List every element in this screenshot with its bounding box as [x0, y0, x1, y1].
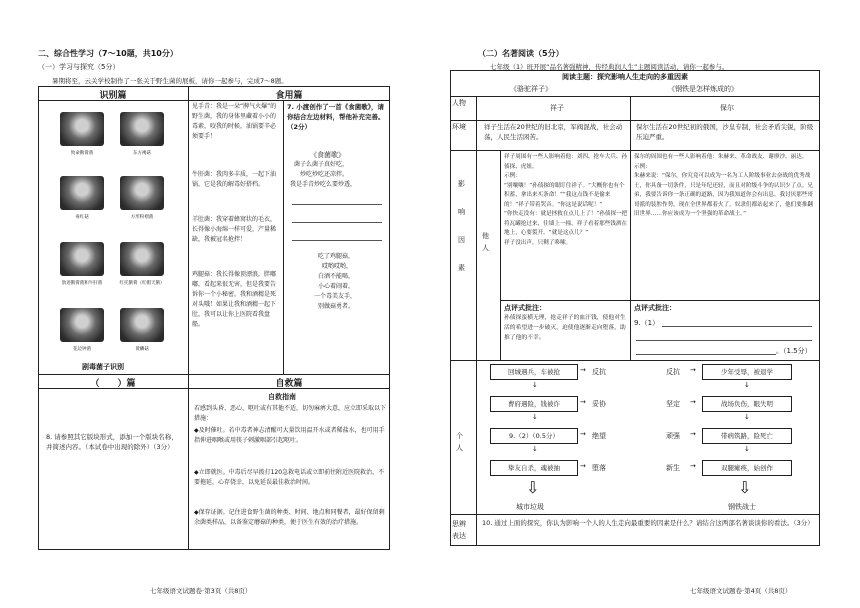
poem-line: 炒吃炒吃还凉拌。	[300, 171, 349, 178]
photo-caption: 黄鳞菇	[135, 347, 149, 352]
row-env: 环境	[452, 123, 466, 131]
q9-score: 。（1.5分）	[776, 347, 812, 355]
edible-paragraph: 羊肚菌：我穿着蜂窝状的毛衣，长得像小海绵一样可爱，产量稀缺，我被冠名抢拌！	[192, 216, 277, 243]
photo-caption: 方形粉褶菌	[130, 215, 154, 220]
self-rescue-intro: 若感到头昏、恶心、呕吐或有其他不适，切勿麻痹大意，应立即采取以下措施：	[194, 405, 387, 422]
flow-box: 回城遇兵，车被抢	[490, 364, 578, 380]
flow-outcome: 反抗	[592, 368, 606, 376]
flow-income: 顽强	[666, 432, 680, 440]
poem-line: 吃了鸡腿菇，	[318, 253, 355, 260]
flow-box: 曹府遇险，钱被诈	[490, 396, 578, 412]
comment-title: 点评式批注：	[634, 304, 676, 312]
flow-box: 战场负伤，眼失明	[702, 396, 792, 412]
self-rescue-title: 自救指南	[268, 393, 296, 401]
flow-income: 反抗	[666, 368, 680, 376]
flow-outcome: 绝望	[592, 432, 606, 440]
reading-theme: 阅读主题：探究影响人生走向的多重因素	[562, 73, 688, 81]
photo-caption: 花边钟菌	[73, 347, 91, 352]
flow-box: 双腿瘫痪，始创作	[702, 460, 792, 476]
self-rescue-item: ◆立即就医。中毒后尽早拨打120急救电话或立即前往附近医院救治，不要拖延，心存侥幸，以免延误最佳救治时间。	[194, 469, 385, 486]
poem-line: 一个毒美友手，	[314, 293, 357, 300]
photo-caption: 毒红菇	[75, 215, 89, 220]
comment-xiangzi: 孙侦探蛮横无理，抢走祥子的血汗钱，使他对生活的希望进一步破灭，迫使他逐渐走向堕落，助推了他的不幸。	[504, 315, 626, 341]
photo-caption: 肋迹鹅膏菌和牛肝菌	[61, 281, 103, 286]
header-identify: 识别篇	[99, 91, 127, 101]
self-rescue-item: ◆保存证据。记住进食野生菌的种类、时间、地点和同餐者，最好保留剩余菌类样品，以备鉴定蘑菇的种类，便于医生有效的治疗措施。	[194, 509, 385, 526]
page-footer: 七年级语文试题卷·第3页（共8页）	[150, 587, 252, 595]
mushroom-photo	[120, 176, 164, 210]
mushroom-photo	[120, 242, 164, 276]
identify-footer: 剧毒菌子识别	[82, 363, 124, 371]
question-7: 7. 小渡创作了一首《食菌歌》，请你结合左边材料，帮他补充完善。（2分）	[287, 103, 385, 131]
intro-text: 暑期将至，云关学校制作了一张关于野生菌的展板，请你一起参与，完成7～8题。	[52, 77, 288, 85]
poem-line: 菌子么菌子真好吃，	[294, 161, 349, 168]
poem-line: 小心着闹着，	[318, 283, 355, 290]
row-others: 他人	[482, 232, 489, 252]
flow-box: 少年受辱，被退学	[702, 364, 792, 380]
flow-answer-box[interactable]: 9.（2）（0.5分）	[490, 428, 578, 444]
others-paul: 保尔的周围也有一些人影响着他：朱赫来、革命战友、谢廖沙、丽达。 示例： 朱赫来说：“保尔，你究竟可以成为一名为工人阶级事业去奋战的优秀战士，你具备一切条件，只是年纪还轻，而且对阶级斗争的认识少了点。兄弟，我要告诉你一条正确的道路，因为我知道你会有出息。我讨厌那些哥哥派的装腔作势，现在全世界都着火了，奴隶们都站起来了，他们要推翻旧世界……你应该成为一个坚强的革命战士。”	[634, 154, 814, 217]
poem-title: 《食菌歌》	[310, 151, 345, 159]
person-xiangzi: 祥子	[550, 104, 564, 112]
env-xiangzi: 祥子生活在20世纪的旧北京，军阀混战，社会动荡，人民生活困苦。	[484, 123, 623, 141]
down-arrow-icon: ⇩	[738, 478, 752, 497]
sub1-title: （一）学习与探究（5分）	[38, 63, 120, 71]
env-paul: 保尔生活在20世纪初的俄国，沙皇专制，社会矛盾尖锐，阶级压迫严重。	[636, 123, 814, 141]
down-arrow-icon: ⇩	[526, 478, 540, 497]
poem-line: 别做菇勇者。	[318, 303, 355, 310]
question-9-1: 9.（1）	[634, 319, 660, 327]
poem-line: 我是手青炒吃么要炒透，	[290, 181, 357, 188]
mushroom-photo	[120, 112, 164, 146]
row-factor: 影响因素	[458, 180, 465, 272]
intro-text: 七年级（1）班开展“品名著强精神，传经典润人生”主题阅读活动，请你一起参与。	[490, 63, 729, 71]
photo-caption: 东方褐菇	[133, 151, 151, 156]
edible-paragraph: 见手青：我是一朵“脾气火爆”的野生菌，我的身体里藏着小小的毒素，咬我的时候，油锅要辛必须要手！	[192, 103, 277, 140]
header-self-rescue: 自救篇	[275, 379, 303, 389]
book-title: 《骆驼祥子》	[510, 85, 552, 93]
page-footer: 七年级语文试题卷·第4页（共8页）	[690, 587, 792, 595]
poem-line: 哎哟哎哟，	[322, 263, 353, 270]
flow-income: 新生	[666, 464, 680, 472]
photo-caption: 致命鹅膏菌	[70, 151, 94, 156]
comment-title: 点评式批注：	[504, 304, 546, 312]
row-self: 个人	[456, 432, 463, 452]
col-person: 人物	[452, 99, 466, 107]
mushroom-photo	[60, 308, 104, 342]
self-rescue-item: ◆及时催吐。若中毒者神志清醒可大量饮用温开水或者稀盐水，也可用手指伸进咽喉或用筷子刺激咽部引起呕吐。	[194, 427, 385, 444]
row-think: 思辨表达	[452, 520, 466, 540]
question-8: 8. 请参照其它版块形式，添加一个版块名称，并简述内容。（本试卷中出现的除外）（3分）	[46, 433, 178, 451]
edible-paragraph: 鸡腿菇：我长得像顶漂浪，胖嘟嘟，看起来很无害，但是我要告诉你一个小秘密，我和酒精是死对头哦！如果让我和酒精一起下肚，我可以让你上医院看我盘船。	[192, 271, 277, 328]
person-paul: 保尔	[720, 104, 734, 112]
sub2-title: （二）名著阅读（5分）	[478, 49, 564, 58]
section2-title: 二、综合性学习（7～10题，共10分）	[38, 49, 178, 58]
header-edible: 食用篇	[275, 91, 303, 101]
book-title: 《钢铁是怎样炼成的》	[668, 85, 738, 93]
mushroom-photo	[60, 112, 104, 146]
flow-box: 带病筑路，险死亡	[702, 428, 792, 444]
poem-line: 白酒不能喝，	[318, 273, 355, 280]
flow-income: 坚定	[666, 400, 680, 408]
flow-end: 钢铁战士	[728, 503, 756, 511]
mushroom-photo	[120, 308, 164, 342]
question-10: 10. 通过上面的探究，你认为影响一个人的人生走向最重要的因素是什么？请结合这两部名著谈谈你的看法。（3分）	[482, 519, 814, 527]
edible-paragraph: 牛肝菌：我肉多丰质，一起下油锅，它是我的解毒好搭档。	[192, 171, 277, 188]
others-xiangzi: 祥子周围有一些人影响着他：刘四、抢车大兵、孙侦探、虎妞。 示例： “别嚷嚷！”孙侦探的眼盯住祥子。“大概你也有个积蓄，拿出来买条命！”“我这点钱不是偷来的！”祥子带着哭音。“你这是说话呢！” “你快走没有：就是拯救在点儿上了！”孙侦探一把将瓦罐抢过来，往墙上一撞，祥子看着那些钱洒在地上，心要裂开。“就是这点儿？” 祥子没出声，只剩了哆嗦。	[504, 154, 628, 246]
flow-outcome: 堕落	[592, 464, 606, 472]
flow-box: 挚友自杀，魂被抽	[490, 460, 578, 476]
mushroom-photo	[60, 242, 104, 276]
right-page: （二）名著阅读（5分） 七年级（1）班开展“品名著强精神，传经典润人生”主题阅读活动，请你一起参与。 阅读主题：探究影响人生走向的多重因素 《骆驼祥子》 《钢铁是怎样炼成的》 人物 祥子 保尔 环境 祥子生活在20世纪的旧北京，军阀混战，社会动荡，人民生活困苦。 保尔生活在20世纪初的俄国，沙皇专制，社会矛盾尖锐，阶级压迫严重。 影响因素 他人 祥子周围有一些人影响着他：刘四、抢车大兵、孙侦探、虎妞。 示例： “别嚷嚷！”孙侦探的眼盯住祥子。“大概你也有个积蓄，拿出来买条命！”“我这点钱不是偷来的！”祥子带着哭音。“你这是说话呢！” “你快走没有：就是拯救在点儿上了！”孙侦探一把将瓦罐抢过来，往墙上一撞，祥子看着那些钱洒在地上，心要裂开。“就是这点儿？” 祥子没出声，只剩了哆嗦。 保尔的周围也有一些人影响着他：朱赫来、革命战友、谢廖沙、丽达。 示例： 朱赫来说：“保尔，你究竟可以成为一名为工人阶级事业去奋战的优秀战士，你具备一切条件，只是年纪还轻，而且对阶级斗争的认识少了点。兄弟，我要告诉你一条正确的道路，因为我知道你会有出息。我讨厌那些哥哥派的装腔作势，现在全世界都着火了，奴隶们都站起来了，他们要推翻旧世界……你应该成为一个坚强的革命战士。” 点评式批注： 孙侦探蛮横无理，抢走祥子的血汗钱，使他对生活的希望进一步破灭，迫使他逐渐走向堕落，助推了他的不幸。 点评式批注： 9.（1） 。（1.5分） 个人 回城遇兵，车被抢 → 反抗 ↓ 曹府遇险，钱被诈 → 妥协 ↓ 9.（2）（0.5分） → 绝望 ↓ 挚友自杀，魂被抽 → 堕落 ⇩ 城市垃圾 反抗 → 少年受辱，被退学 ↓ 坚定 → 战场负伤，眼失明 ↓ 顽强 → 带病筑路，险死亡 ↓ 新生 → 双腿瘫痪，始创作 ⇩ 钢铁战士 思辨表达 10. 通过上面的探究，你认为影响一个人的人生走向最重要的因素是什么？请结合这两部名著谈谈你的看法。（3分） 七年级语文试题卷·第4页（共8页）	[430, 0, 860, 608]
photo-caption: 红托鹅膏（红帽天鹅）	[119, 281, 165, 286]
flow-end: 城市垃圾	[516, 503, 544, 511]
flow-outcome: 妥协	[592, 400, 606, 408]
mushroom-photo	[60, 176, 104, 210]
header-blank: （ ）篇	[90, 379, 136, 389]
